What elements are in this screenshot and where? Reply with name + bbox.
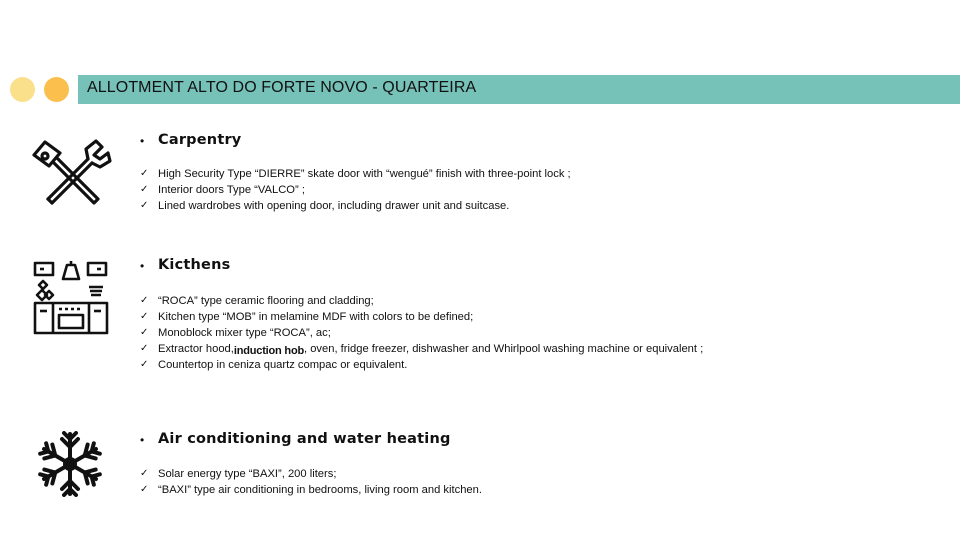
page-title: ALLOTMENT ALTO DO FORTE NOVO - QUARTEIRA: [87, 79, 477, 96]
check-icon: ✓: [140, 359, 149, 370]
snowflake-icon: [37, 431, 103, 497]
list-item: ✓ Lined wardrobes with opening door, including drawer unit and suitcase.: [140, 200, 510, 212]
list-item: ✓ Extractor hood,induction hob, oven, fridge freezer, dishwasher and Whirlpool washing machine or equivalent ;: [140, 343, 704, 357]
section-carpentry: [140, 132, 571, 214]
decorative-dot-light: [10, 77, 35, 102]
list-item: ✓ Monoblock mixer type “ROCA”, ac;: [140, 327, 331, 339]
section-title: Carpentry: [158, 132, 242, 148]
list-item: ✓ “BAXI” type air conditioning in bedrooms, living room and kitchen.: [140, 484, 482, 496]
check-icon: ✓: [140, 468, 149, 479]
list-item: ✓ Solar energy type “BAXI”, 200 liters;: [140, 468, 337, 480]
check-icon: ✓: [140, 343, 149, 354]
title-bar: [78, 75, 960, 104]
overlay-label: induction hob: [233, 345, 304, 357]
check-icon: ✓: [140, 168, 149, 179]
check-icon: ✓: [140, 484, 149, 495]
section-kitchens: [140, 257, 703, 373]
bullet-icon: •: [140, 259, 145, 273]
check-icon: ✓: [140, 327, 149, 338]
decorative-dot-dark: [44, 77, 69, 102]
list-item: ✓ Countertop in ceniza quartz compac or equivalent.: [140, 359, 408, 371]
check-icon: ✓: [140, 200, 149, 211]
list-item: ✓ High Security Type “DIERRE” skate door with “wengué” finish with three-point lock ;: [140, 168, 571, 180]
list-item: ✓ “ROCA” type ceramic flooring and cladding;: [140, 295, 374, 307]
bullet-icon: •: [140, 433, 145, 447]
section-aircon: [140, 431, 482, 498]
section-title: Kicthens: [158, 257, 231, 273]
check-icon: ✓: [140, 311, 149, 322]
bullet-icon: •: [140, 134, 145, 148]
section-title: Air conditioning and water heating: [158, 431, 451, 447]
list-item: ✓ Kitchen type “MOB” in melamine MDF with colors to be defined;: [140, 311, 474, 323]
tools-icon: [30, 135, 114, 207]
kitchen-icon: [33, 259, 109, 335]
check-icon: ✓: [140, 184, 149, 195]
check-icon: ✓: [140, 295, 149, 306]
list-item: ✓ Interior doors Type “VALCO” ;: [140, 184, 305, 196]
